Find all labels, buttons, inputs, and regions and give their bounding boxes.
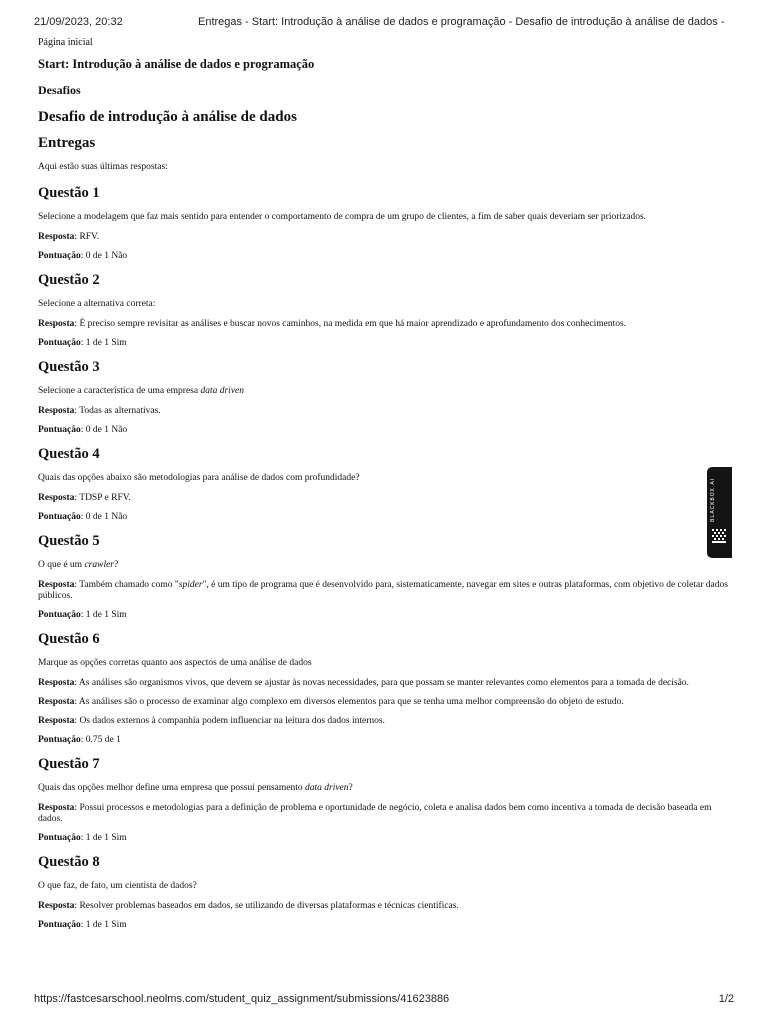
question-prompt: [38, 782, 736, 794]
answer-emphasis: spider: [178, 580, 203, 590]
score-label: Pontuação: [38, 920, 81, 930]
question-title: Questão 2: [38, 272, 100, 288]
section-title: Desafios: [38, 83, 81, 97]
score-label: Pontuação: [38, 338, 81, 348]
prompt-text: Selecione a característica de uma empresa: [38, 386, 201, 396]
label-separator: :: [80, 920, 86, 930]
question-answer: [38, 901, 736, 912]
label-separator: :: [74, 319, 80, 329]
label-separator: :: [74, 901, 80, 911]
question-1: [38, 185, 736, 262]
course-title: Start: Introdução à análise de dados e programação: [38, 57, 315, 71]
question-score: [38, 735, 736, 746]
label-separator: :: [80, 425, 86, 435]
question-prompt: [38, 385, 736, 397]
print-header: [34, 16, 734, 30]
score-value: 0 de 1 Não: [85, 425, 128, 435]
question-prompt: O que faz, de fato, um cientista de dados?: [38, 881, 197, 891]
score-value: 1 de 1 Sim: [85, 610, 127, 620]
answer-text: Todas as alternativas.: [79, 406, 161, 416]
label-separator: :: [74, 697, 79, 707]
label-separator: :: [74, 232, 80, 242]
question-score: [38, 425, 736, 436]
question-answer: [38, 716, 736, 727]
answer-text: É preciso sempre revisitar as análises e buscar novos caminhos, na medida em que há maior aprendizado e aprofundamento dos conhecimentos.: [79, 319, 627, 329]
prompt-text-end: ?: [114, 560, 119, 570]
breadcrumb-home-link[interactable]: Página inicial: [38, 37, 93, 48]
prompt-text: O que é um: [38, 560, 85, 570]
question-2: [38, 272, 736, 349]
answer-text: Possui processos e metodologias para a definição de problema e oportunidade de negócio, coleta e analisa dados bem como incentiva a tomada de decisão baseada em dados.: [38, 803, 712, 824]
score-value: 1 de 1 Sim: [85, 338, 127, 348]
answer-label: Resposta: [38, 580, 75, 590]
label-separator: :: [74, 580, 80, 590]
blackbox-logo-icon: [712, 529, 727, 548]
question-title: Questão 7: [38, 756, 100, 772]
question-answer: [38, 803, 736, 825]
question-answer: [38, 493, 736, 504]
question-5: [38, 533, 736, 621]
label-separator: :: [80, 735, 86, 745]
answer-text: As análises são organismos vivos, que devem se ajustar às novas necessidades, para que possam se manter relevantes como elementos para a tomada de decisão.: [78, 678, 689, 688]
label-separator: :: [80, 338, 86, 348]
answer-label: Resposta: [38, 716, 75, 726]
prompt-emphasis: data driven: [304, 783, 349, 793]
label-separator: :: [74, 678, 79, 688]
intro-text: Aqui estão suas últimas respostas:: [38, 162, 168, 172]
page-title: Entregas: [38, 135, 96, 151]
print-url: https://fastcesarschool.neolms.com/student_quiz_assignment/submissions/41623886: [34, 993, 450, 1005]
label-separator: :: [80, 610, 86, 620]
question-prompt: Selecione a alternativa correta:: [38, 299, 156, 309]
question-title: Questão 6: [38, 631, 100, 647]
answer-label: Resposta: [38, 406, 75, 416]
question-answer: [38, 697, 736, 708]
question-score: [38, 920, 736, 931]
question-title: Questão 8: [38, 854, 100, 870]
question-prompt: Quais das opções abaixo são metodologias para análise de dados com profundidade?: [38, 473, 360, 483]
question-answer: [38, 678, 736, 689]
blackbox-ai-widget[interactable]: [707, 467, 732, 558]
activity-title: Desafio de introdução à análise de dados: [38, 109, 297, 125]
score-value: 0.75 de 1: [85, 735, 121, 745]
prompt-text: Quais das opções melhor define uma empresa que possui pensamento: [38, 783, 305, 793]
page-content: [38, 37, 736, 939]
answer-label: Resposta: [38, 319, 75, 329]
print-footer: [34, 993, 734, 1007]
answer-text: Resolver problemas baseados em dados, se utilizando de diversas plataformas e técnicas científicas.: [79, 901, 459, 911]
score-label: Pontuação: [38, 735, 81, 745]
breadcrumb: [38, 37, 736, 48]
score-label: Pontuação: [38, 251, 81, 261]
blackbox-ai-label: BLACKBOX AI: [710, 477, 716, 523]
question-score: [38, 833, 736, 844]
question-prompt: [38, 559, 736, 571]
answer-text: TDSP e RFV.: [79, 493, 131, 503]
question-score: [38, 610, 736, 621]
answer-label: Resposta: [38, 803, 75, 813]
question-answer: [38, 406, 736, 417]
answer-label: Resposta: [38, 232, 75, 242]
question-answer: [38, 580, 736, 602]
score-label: Pontuação: [38, 512, 81, 522]
prompt-emphasis: data driven: [200, 386, 245, 396]
score-label: Pontuação: [38, 610, 81, 620]
prompt-text-end: ?: [348, 783, 353, 793]
question-title: Questão 1: [38, 185, 100, 201]
question-score: [38, 512, 736, 523]
question-title: Questão 5: [38, 533, 100, 549]
label-separator: :: [74, 716, 80, 726]
print-datetime: 21/09/2023, 20:32: [34, 16, 123, 28]
score-label: Pontuação: [38, 425, 81, 435]
score-value: 0 de 1 Não: [85, 251, 128, 261]
label-separator: :: [74, 803, 80, 813]
answer-label: Resposta: [38, 493, 75, 503]
label-separator: :: [80, 833, 86, 843]
answer-label: Resposta: [38, 697, 75, 707]
score-value: 0 de 1 Não: [85, 512, 128, 522]
score-label: Pontuação: [38, 833, 81, 843]
question-prompt: Marque as opções corretas quanto aos aspectos de uma análise de dados: [38, 658, 312, 668]
question-score: [38, 338, 736, 349]
question-8: [38, 854, 736, 931]
question-3: [38, 359, 736, 436]
answer-text: As análises são o processo de examinar algo complexo em diversos elementos para que se tenha uma melhor compreensão do objeto de estudo.: [78, 697, 624, 707]
question-answer: [38, 319, 736, 330]
question-7: [38, 756, 736, 844]
question-score: [38, 251, 736, 262]
print-page-number: 1/2: [718, 993, 734, 1005]
question-6: [38, 631, 736, 746]
label-separator: :: [80, 512, 86, 522]
answer-text: RFV.: [79, 232, 100, 242]
print-page-title: Entregas - Start: Introdução à análise de dados e programação - Desafio de introdução à análise de dados -: [198, 16, 725, 28]
answer-text: Os dados externos à companhia podem influenciar na leitura dos dados internos.: [79, 716, 385, 726]
question-title: Questão 3: [38, 359, 100, 375]
answer-label: Resposta: [38, 678, 75, 688]
question-answer: [38, 232, 736, 243]
prompt-emphasis: crawler: [84, 560, 114, 570]
score-value: 1 de 1 Sim: [85, 920, 127, 930]
answer-text: Também chamado como ": [79, 580, 179, 590]
score-value: 1 de 1 Sim: [85, 833, 127, 843]
answer-label: Resposta: [38, 901, 75, 911]
question-prompt: Selecione a modelagem que faz mais sentido para entender o comportamento de compra de um grupo de clientes, a fim de saber quais deveriam ser priorizados.: [38, 212, 647, 222]
question-title: Questão 4: [38, 446, 100, 462]
label-separator: :: [74, 406, 80, 416]
label-separator: :: [74, 493, 80, 503]
question-4: [38, 446, 736, 523]
label-separator: :: [80, 251, 86, 261]
answer-text-end: ", é um tipo de programa que é desenvolvido para, sistematicamente, navegar em sites e outras plataformas, com objetivo de coletar dados públicos.: [38, 580, 728, 601]
